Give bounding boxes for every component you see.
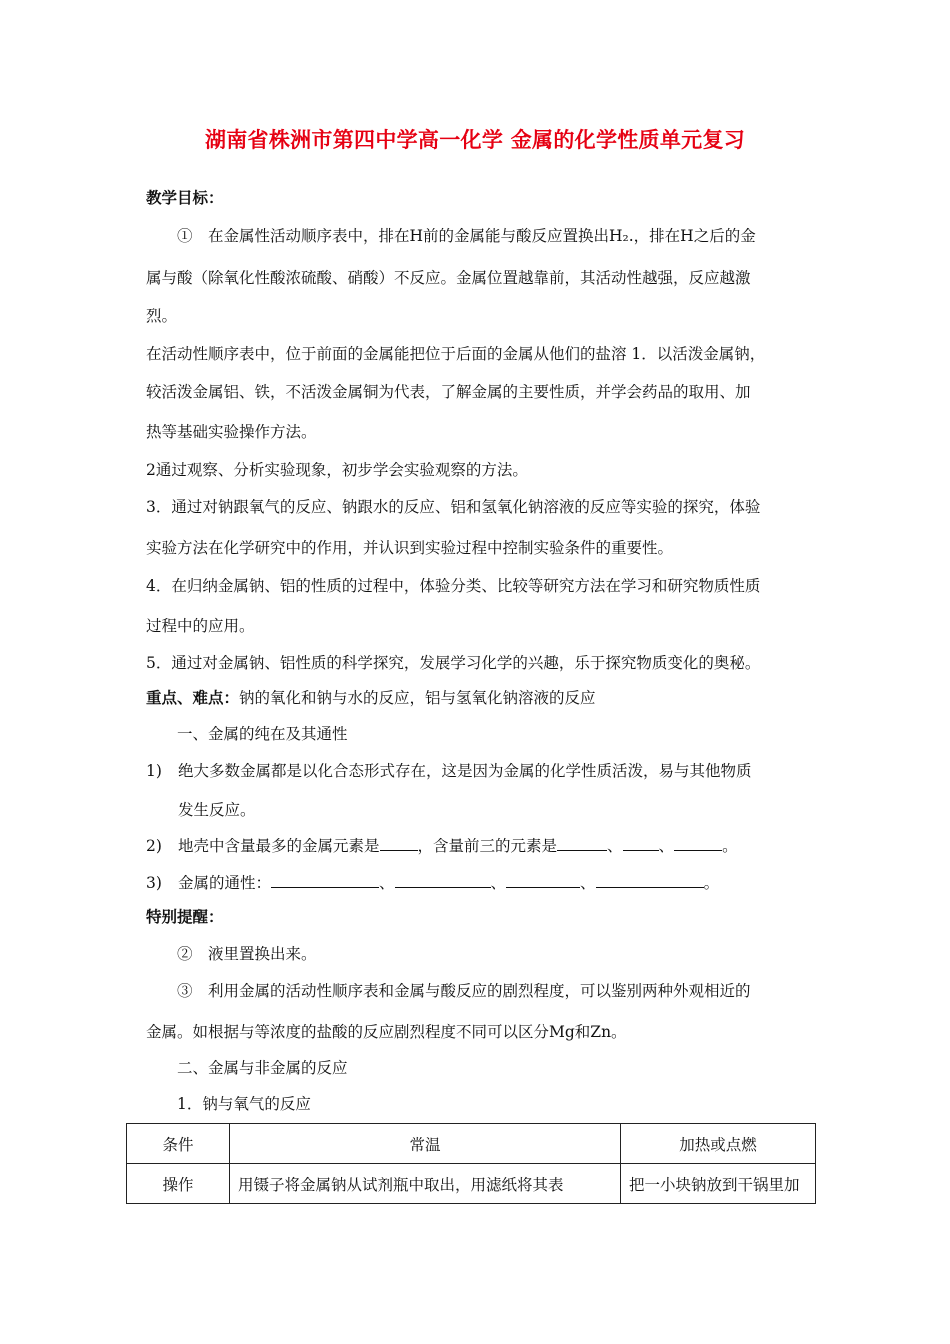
answer-blank[interactable] — [380, 836, 418, 851]
reminder-item3-line1: ③ 利用金属的活动性顺序表和金属与酸反应的剧烈程度，可以鉴别两种外观相近的 — [177, 982, 751, 1000]
document-title: 湖南省株洲市第四中学高一化学 金属的化学性质单元复习 — [204, 128, 746, 152]
answer-blank[interactable] — [506, 873, 580, 888]
objective-p4-line2: 过程中的应用。 — [146, 617, 255, 635]
period: 。 — [703, 874, 720, 892]
objectives-heading: 教学目标： — [146, 189, 224, 207]
section1-heading: 一、金属的纯在及其通性 — [177, 725, 348, 743]
objective-item1-line2: 属与酸（除氧化性酸浓硫酸、硝酸）不反应。金属位置越靠前，其活动性越强，反应越激 — [146, 269, 751, 287]
answer-blank[interactable] — [674, 836, 722, 851]
q2-part-b: ，含量前三的元素是 — [417, 837, 558, 855]
objective-p2: 2通过观察、分析实验现象，初步学会实验观察的方法。 — [146, 461, 528, 479]
objective-item1-line3: 烈。 — [146, 307, 178, 325]
answer-blank[interactable] — [623, 836, 659, 851]
objective-item1-line1: ① 在金属性活动顺序表中，排在H前的金属能与酸反应置换出H₂.，排在H之后的金 — [177, 227, 756, 245]
q2-text — [178, 836, 738, 856]
period: 。 — [722, 837, 738, 855]
answer-blank[interactable] — [557, 836, 607, 851]
table-cell: 把一小块钠放到干锅里加 — [621, 1164, 816, 1204]
answer-blank[interactable] — [395, 873, 491, 888]
key-points-label: 重点、难点： — [146, 689, 240, 707]
table-header-row — [127, 1124, 816, 1164]
objective-p3-line2: 实验方法在化学研究中的作用，并认识到实验过程中控制实验条件的重要性。 — [146, 539, 674, 557]
table-header-cell: 条件 — [127, 1124, 230, 1164]
q3-part-a: 金属的通性： — [178, 874, 272, 892]
objective-p1-line1: 在活动性顺序表中，位于前面的金属能把位于后面的金属从他们的盐溶 1．以活泼金属钠， — [146, 345, 766, 363]
table-row — [127, 1164, 816, 1204]
q1-number: 1) — [146, 762, 162, 780]
separator: 、 — [658, 837, 675, 855]
q1-line2: 发生反应。 — [178, 801, 256, 819]
separator: 、 — [580, 874, 596, 892]
q1-line1: 绝大多数金属都是以化合态形式存在，这是因为金属的化学性质活泼，易与其他物质 — [178, 762, 752, 780]
reminder-item3-line2: 金属。如根据与等浓度的盐酸的反应剧烈程度不同可以区分Mg和Zn。 — [146, 1023, 627, 1041]
objective-p5: 5．通过对金属钠、铝性质的科学探究，发展学习化学的兴趣，乐于探究物质变化的奥秘。 — [146, 654, 761, 672]
separator: 、 — [379, 874, 395, 892]
table-header-cell: 常温 — [230, 1124, 621, 1164]
table-header-cell: 加热或点燃 — [621, 1124, 816, 1164]
answer-blank[interactable] — [271, 873, 379, 888]
q3-number: 3) — [146, 874, 162, 892]
q3-text — [178, 873, 719, 893]
objective-p4-line1: 4．在归纳金属钠、铝的性质的过程中，体验分类、比较等研究方法在学习和研究物质性质 — [146, 577, 761, 595]
table-cell: 用镊子将金属钠从试剂瓶中取出，用滤纸将其表 — [230, 1164, 621, 1204]
separator: 、 — [607, 837, 623, 855]
key-points-text: 钠的氧化和钠与水的反应，铝与氢氧化钠溶液的反应 — [239, 689, 596, 707]
section2-subheading: 1．钠与氧气的反应 — [177, 1095, 311, 1113]
key-points — [146, 688, 596, 708]
q2-number: 2) — [146, 837, 162, 855]
reminder-heading: 特别提醒： — [146, 908, 224, 926]
reminder-item2: ② 液里置换出来。 — [177, 945, 317, 963]
separator: 、 — [490, 874, 507, 892]
table-cell: 操作 — [127, 1164, 230, 1204]
objective-p1-line3: 热等基础实验操作方法。 — [146, 423, 317, 441]
objective-p1-line2: 较活泼金属铝、铁，不活泼金属铜为代表，了解金属的主要性质，并学会药品的取用、加 — [146, 383, 751, 401]
q2-part-a: 地壳中含量最多的金属元素是 — [178, 837, 380, 855]
objective-p3-line1: 3．通过对钠跟氧气的反应、钠跟水的反应、铝和氢氧化钠溶液的反应等实验的探究，体验 — [146, 498, 761, 516]
answer-blank[interactable] — [596, 873, 704, 888]
section2-heading: 二、金属与非金属的反应 — [177, 1059, 348, 1077]
sodium-oxygen-table — [126, 1123, 816, 1204]
